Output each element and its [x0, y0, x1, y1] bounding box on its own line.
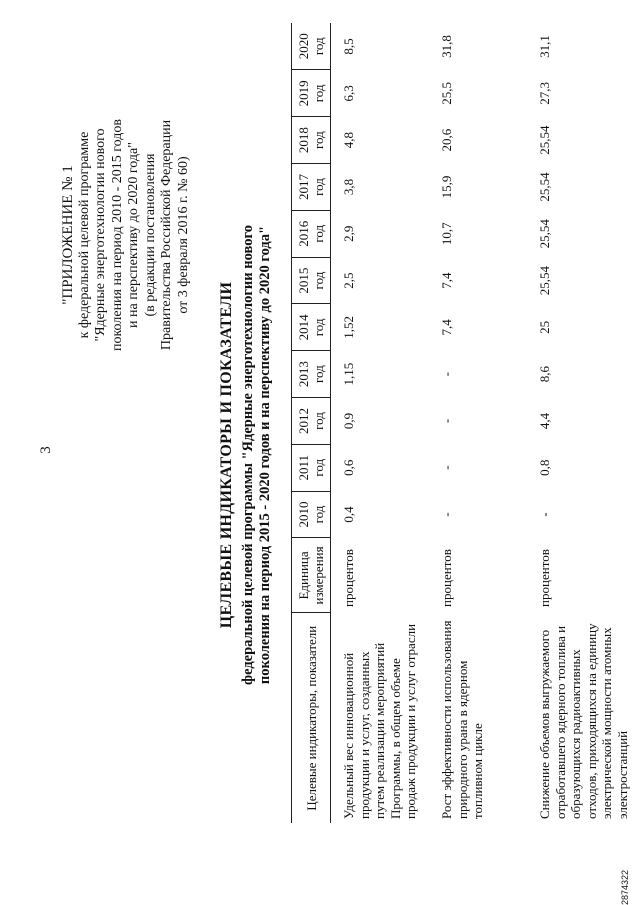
header-year: 2017 год [292, 164, 331, 211]
indicator-value: 7,4 [439, 319, 454, 336]
indicator-value: 27,3 [537, 82, 552, 105]
indicator-value: 1,15 [341, 362, 356, 386]
header-year: 2010 год [292, 491, 331, 538]
table-row [527, 23, 636, 823]
header-year: 2015 год [292, 257, 331, 304]
indicator-unit: процентов [439, 549, 454, 607]
indicator-value: 25,54 [537, 172, 552, 202]
indicator-value: 2,5 [341, 272, 356, 289]
indicator-value: - [439, 512, 454, 517]
indicator-unit: процентов [341, 549, 356, 607]
indicator-value: 8,5 [341, 38, 356, 55]
indicator-name: Удельный вес инновационной продукции и услуг, созданных путем реализации мероприятий Программы, в общем объеме продаж продукции и услуг отрасли [341, 623, 418, 819]
indicator-value: 25,54 [537, 219, 552, 249]
subtitle-line: федеральной целевой программы "Ядерные энерготехнологии нового [240, 225, 256, 685]
appendix-line: (в редакции постановления [142, 153, 158, 317]
indicator-value: 4,8 [341, 132, 356, 149]
indicator-value: - [439, 465, 454, 470]
header-year: 2014 год [292, 304, 331, 351]
page-number: 3 [38, 446, 54, 454]
indicator-value: 15,9 [439, 175, 454, 199]
indicator-name: Рост эффективности использования природного урана в ядерном топливном цикле [439, 620, 485, 819]
indicator-value: 2,9 [341, 225, 356, 242]
indicator-value: 10,7 [439, 222, 454, 246]
indicator-value: 31,8 [439, 35, 454, 58]
indicator-value: 0,6 [341, 459, 356, 476]
appendix-line: "Ядерные энерготехнологии нового [93, 128, 108, 342]
indicator-value: 6,3 [341, 85, 356, 102]
table-row [429, 23, 527, 823]
indicator-value: - [439, 371, 454, 377]
appendix-line: поколения на период 2010 - 2015 годов [109, 118, 125, 352]
header-year: 2016 год [292, 210, 331, 257]
indicator-value: - [537, 512, 552, 517]
indicator-value: 25,5 [439, 82, 454, 105]
indicator-value: 4,4 [537, 412, 552, 430]
header-indicator: Целевые индикаторы, показатели [292, 613, 331, 823]
header-year: 2018 год [292, 117, 331, 164]
header-unit: Единица измерения [292, 538, 331, 613]
document-title: ЦЕЛЕВЫЕ ИНДИКАТОРЫ И ПОКАЗАТЕЛИ [218, 281, 235, 629]
indicator-name: Снижение объемов выгружаемого отработавшего ядерного топлива и образующихся радиоактивных отходов, приходящихся на единицу электрической мощности атомных электростанций [537, 623, 630, 819]
indicator-value: 7,4 [439, 272, 454, 289]
indicator-unit: процентов [537, 549, 552, 607]
indicator-value: 31,1 [537, 35, 552, 58]
indicator-value: 25 [537, 320, 552, 334]
header-year: 2019 год [292, 70, 331, 117]
indicator-value: 8,6 [537, 366, 552, 383]
appendix-line: "ПРИЛОЖЕНИЕ № 1 [60, 165, 76, 305]
indicator-value: - [439, 418, 454, 424]
indicator-value: 0,9 [341, 412, 356, 430]
header-year: 2013 год [292, 351, 331, 398]
subtitle-line: поколения на период 2015 - 2020 годов и на перспективу до 2020 года" [257, 225, 273, 685]
header-year: 2011 год [292, 444, 331, 491]
appendix-line: к федеральной целевой программе [76, 131, 92, 339]
document-subtitle [240, 85, 274, 825]
indicators-table [291, 23, 636, 823]
indicator-value: 1,52 [341, 315, 356, 339]
table-header-row [292, 23, 331, 823]
indicator-value: 3,8 [341, 178, 356, 196]
appendix-line: и на перспективу до 2020 года" [126, 142, 141, 328]
indicator-value: 0,4 [341, 506, 356, 523]
indicator-value: 0,8 [537, 459, 552, 476]
header-year: 2012 год [292, 398, 331, 445]
table-row [331, 23, 430, 823]
indicator-value: 25,54 [537, 265, 552, 296]
document-code: 2874322 [620, 869, 630, 905]
header-year: 2020 год [292, 23, 331, 70]
appendix-line: Правительства Российской Федерации [159, 119, 174, 351]
indicator-value: 20,6 [439, 128, 454, 152]
appendix-note [60, 85, 192, 385]
appendix-line: от 3 февраля 2016 г. № 60) [175, 156, 191, 314]
indicator-value: 25,54 [537, 125, 552, 155]
